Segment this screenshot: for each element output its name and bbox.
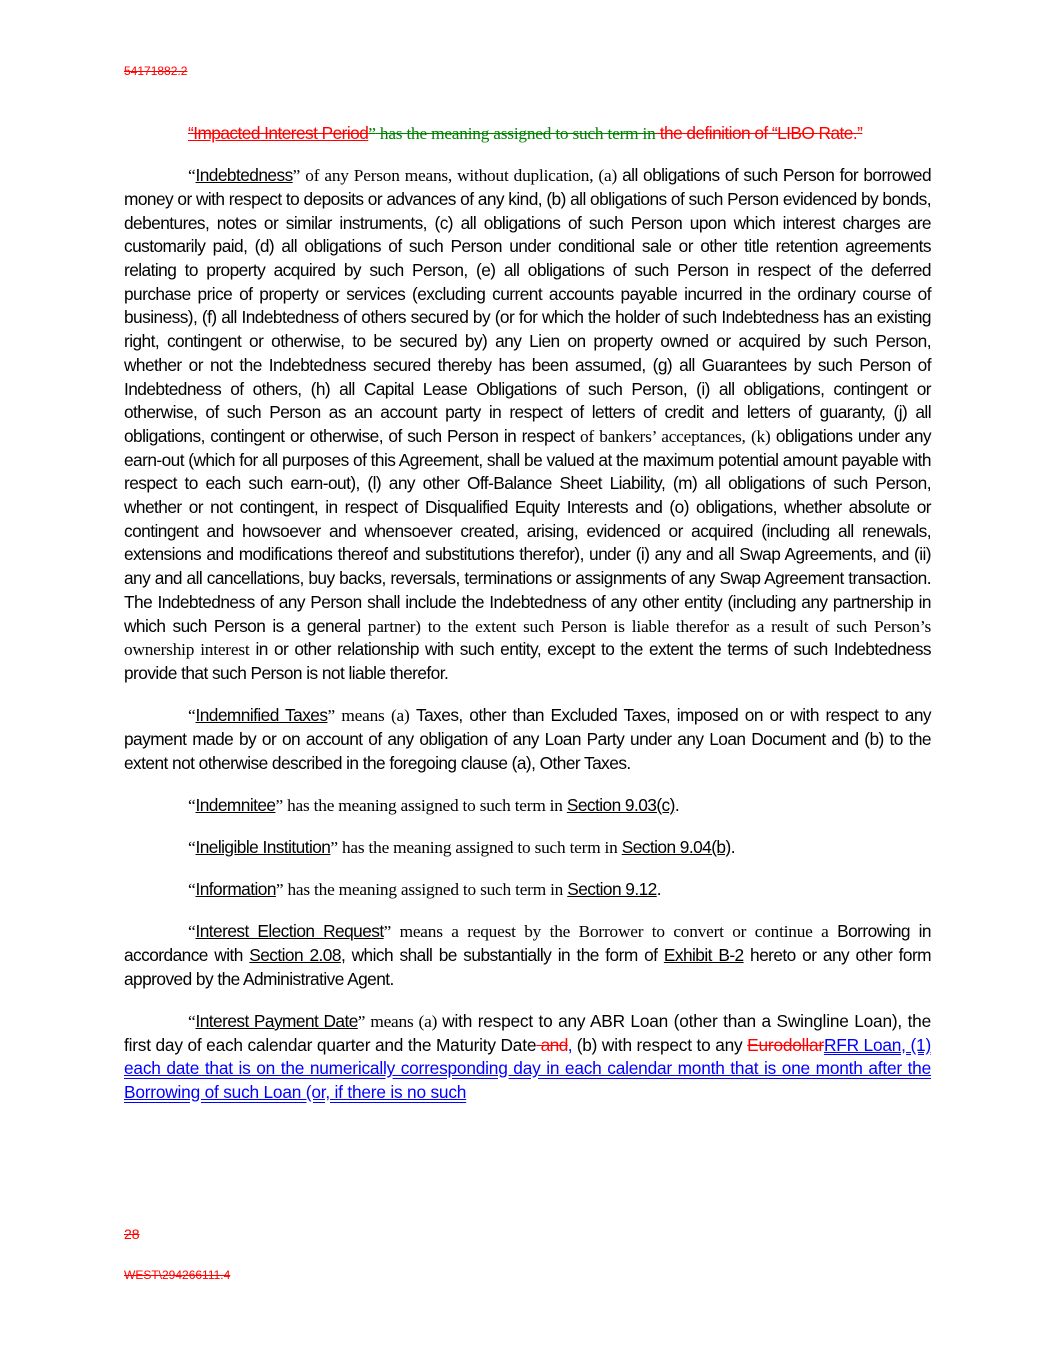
- definition-text-serif-mid: of bankers’ acceptances, (k): [579, 426, 776, 446]
- open-quote: “: [188, 1012, 196, 1031]
- definition-text-serif-tail: partner) to the extent such Person is liable therefor as a result of such Person’s ownership interest: [124, 616, 931, 660]
- section-reference-link[interactable]: Section 9.03(c): [566, 794, 675, 815]
- open-quote: “: [188, 795, 196, 815]
- definition-text: Taxes, other than Excluded Taxes, imposed on or with respect to any payment made by or on account of any obligation of any Loan Party under any Loan Document and (b) to the extent not otherwise described in the foregoing clause (a), Other Taxes.: [124, 705, 931, 773]
- moved-close-quote: ”: [368, 124, 376, 143]
- term-indemnified-taxes: Indemnified Taxes: [195, 705, 328, 726]
- section-reference-link[interactable]: Section 9.04(b): [621, 836, 731, 857]
- definition-text-1: all obligations of such Person for borrowed money or with respect to deposits or advances of any kind, (b) all obligations of such Person evidenced by bonds, debentures, notes or similar instruments, (c) all obligations of such Person upon which interest charges are customarily paid, (d) all obligations of such Person under conditional sale or other title retention agreements relating to property acquired by such Person, (e) all obligations of such Person in respect of the deferred purchase price of property or services (excluding current accounts payable incurred in the ordinary course of business), (f) all Indebtedness of others secured by (or for which the holder of such Indebtedness has an existing right, contingent or otherwise, to be secured by) any Lien on property owned or acquired by such Person, whether or not the Indebtedness secured thereby has been assumed, (g) all Guarantees by such Person of Indebtedness of others, (h) all Capital Lease Obligations of such Person, (i) all obligations, contingent or otherwise, of such Person as an account party in respect of letters of credit and letters of guaranty, (j) all obligations, contingent or otherwise, of such Person in respect: [124, 165, 932, 446]
- page-number-deleted: 28: [124, 1226, 140, 1242]
- open-quote: “: [188, 706, 196, 726]
- definition-text-2: (b) with respect to any: [572, 1034, 748, 1055]
- term-impacted-interest-period-deleted: “Impacted Interest Period: [188, 123, 369, 143]
- definition-text-3: hereto or any other form approved by the Administrative Agent.: [124, 945, 931, 989]
- document-body: [124, 122, 931, 1105]
- moved-text: has the meaning assigned to such term in: [375, 124, 656, 143]
- deleted-and: and: [536, 1034, 568, 1055]
- definition-text-1: with respect to any ABR Loan (other than a Swingline Loan), the first day of each calendar quarter and the Maturity Date: [124, 1011, 931, 1055]
- open-quote: “: [188, 922, 196, 942]
- deleted-libo-reference: the definition of “LIBO Rate.”: [655, 123, 863, 143]
- definition-indemnitee: [124, 794, 931, 818]
- definition-ineligible-institution: [124, 836, 931, 860]
- header-doc-id-deleted: 54171882.2: [124, 64, 188, 78]
- open-quote: “: [188, 837, 196, 857]
- inserted-rfr-loan-text: RFR Loan, (1) each date that is on the numerically corresponding day in each calendar month that is one month after the Borrowing of such Loan (or, if there is no such: [124, 1034, 931, 1103]
- definition-lead: ” means (a): [357, 1012, 443, 1031]
- definition-text: ” has the meaning assigned to such term in: [330, 837, 622, 857]
- term-indemnitee: Indemnitee: [195, 794, 276, 815]
- open-quote: “: [188, 166, 196, 186]
- definition-text: ” has the meaning assigned to such term in: [275, 795, 567, 815]
- definition-indebtedness: [124, 164, 931, 685]
- open-quote: “: [188, 880, 196, 900]
- period: .: [674, 794, 680, 815]
- definition-impacted-interest-period: [124, 122, 931, 146]
- definition-text-3: in or other relationship with such entity, except to the extent the terms of such Indebtedness provide that such Person is not liable therefor.: [124, 639, 931, 683]
- term-information: Information: [195, 879, 276, 900]
- section-reference-link[interactable]: Section 2.08: [249, 945, 341, 966]
- term-interest-election-request: Interest Election Request: [195, 921, 384, 942]
- term-interest-payment-date: Interest Payment Date: [195, 1011, 358, 1031]
- definition-interest-election-request: [124, 920, 931, 991]
- term-indebtedness: Indebtedness: [195, 165, 293, 186]
- definition-text: ” has the meaning assigned to such term in: [275, 880, 568, 900]
- definition-indemnified-taxes: [124, 704, 931, 775]
- definition-interest-payment-date: [124, 1010, 931, 1105]
- definition-information: [124, 878, 931, 902]
- period: .: [730, 836, 735, 857]
- term-ineligible-institution: Ineligible Institution: [195, 836, 331, 857]
- definition-text-2: , which shall be substantially in the form of: [340, 945, 664, 966]
- footer-doc-id-deleted: WEST\294266111.4: [124, 1268, 231, 1282]
- deleted-eurodollar: Eurodollar: [747, 1034, 824, 1055]
- exhibit-reference-link[interactable]: Exhibit B-2: [663, 945, 744, 966]
- definition-lead: ” means a request by the Borrower to convert or continue a: [383, 922, 838, 942]
- definition-text-1: Borrowing in accordance with: [124, 921, 931, 966]
- period: .: [656, 879, 661, 900]
- definition-text-2: obligations under any earn-out (which for all purposes of this Agreement, shall be valued at the maximum potential amount payable with respect to each such earn-out), (l) any other Off-Balance Sheet Liability, (m) all obligations of such Person, whether or not contingent, in respect of Disqualified Equity Interests and (o) obligations, whether absolute or contingent and howsoever and whensoever created, arising, evidenced or acquired (including all renewals, extensions and modifications thereof and substitutions therefor), under (i) any and all Swap Agreements, and (ii) any and all cancellations, buy backs, reversals, terminations or assignments of any Swap Agreement transaction. The Indebtedness of any Person shall include the Indebtedness of any other entity (including any partnership in which such Person is a general: [124, 425, 932, 636]
- definition-lead: ” of any Person means, without duplication, (a): [292, 166, 623, 186]
- definition-lead: ” means (a): [327, 706, 417, 726]
- section-reference-link[interactable]: Section 9.12: [567, 879, 657, 900]
- inserted-comma: ,: [567, 1034, 573, 1055]
